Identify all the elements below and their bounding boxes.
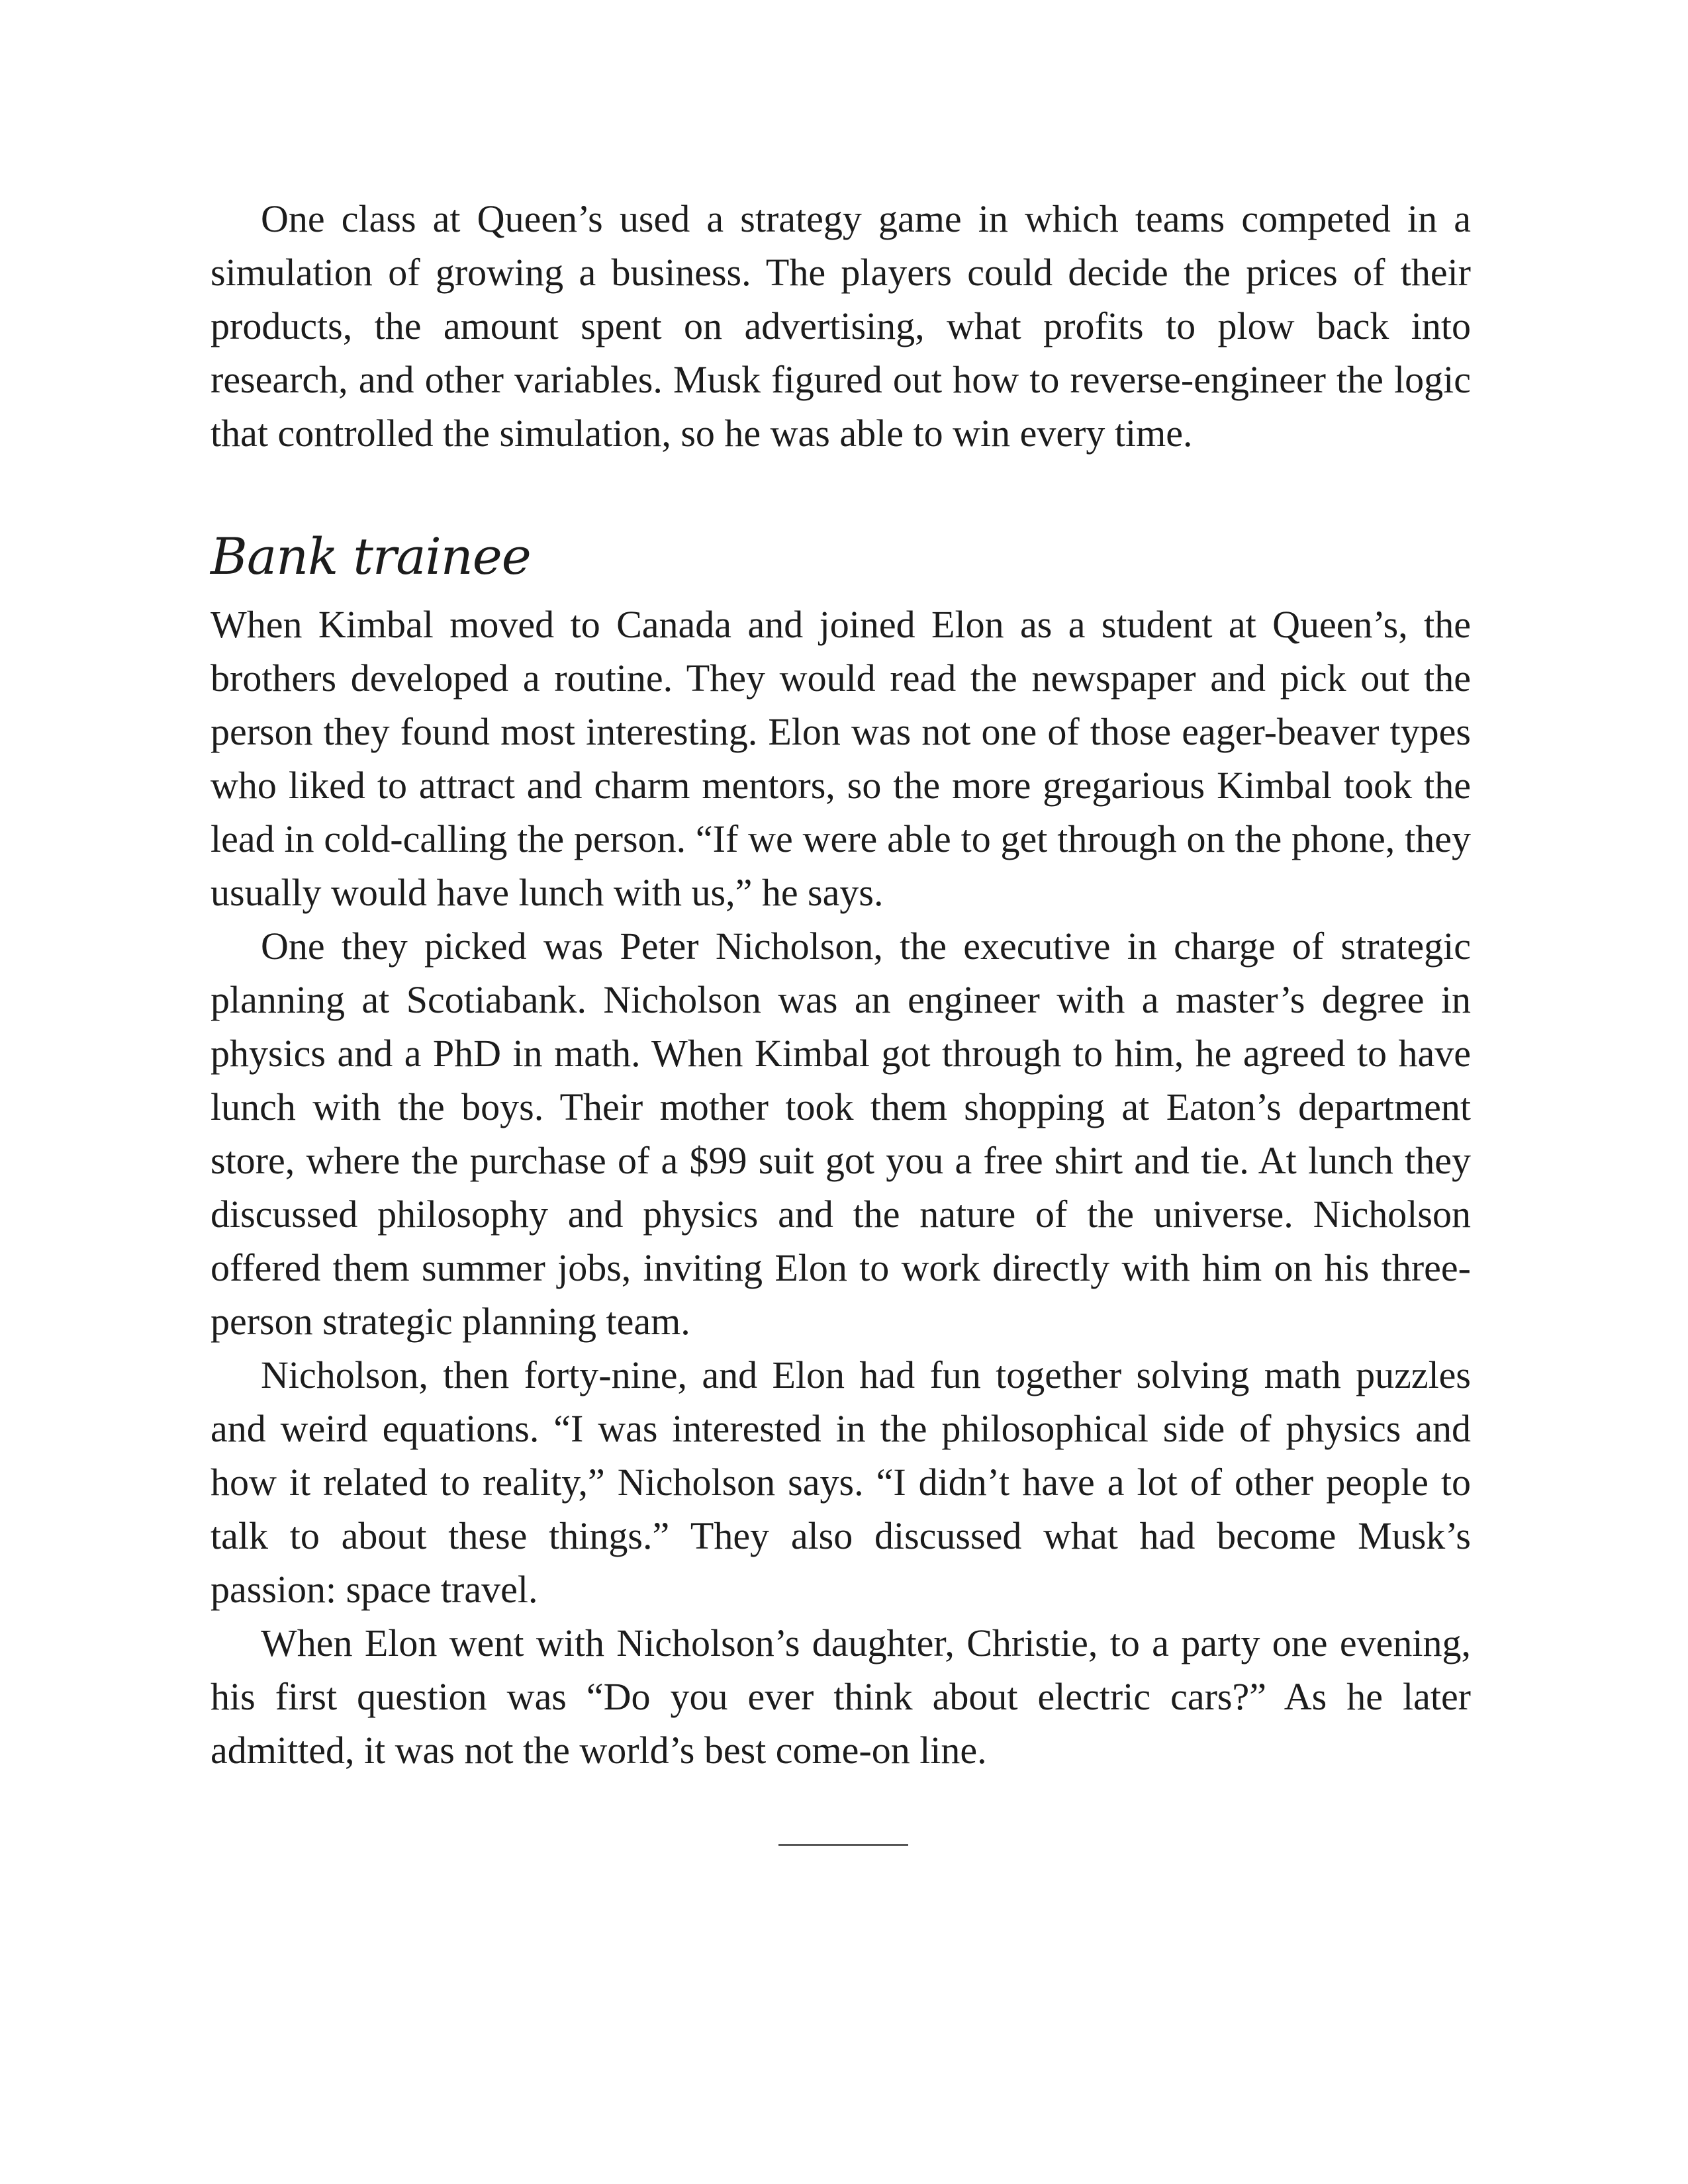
paragraph-peter-nicholson: One they picked was Peter Nicholson, the executive in charge of strategic planning at Scotiabank. Nicholson was an engineer with a master’s degree in physics and a PhD in math. When Kimbal got through to him, he agreed to have lunch with the boys. Their mother took them shopping at Eaton’s department store, where the purchase of a $99 suit got you a free shirt and tie. At lunch they discussed philosophy and physics and the nature of the universe. Nicholson offered them summer jobs, inviting Elon to work directly with him on his three-person strategic planning team. bbox=[211, 925, 1471, 1343]
paragraph-strategy-game: One class at Queen’s used a strategy game in which teams competed in a simulation of growing a business. The players could decide the prices of their products, the amount spent on advertising, what profits to plow back into research, and other variables. Musk figured out how to reverse-engineer the logic that controlled the simulation, so he was able to win every time. bbox=[211, 197, 1471, 455]
paragraph-kimbal-routine: When Kimbal moved to Canada and joined Elon as a student at Queen’s, the brothers developed a routine. They would read the newspaper and pick out the person they found most interesting. Elon was not one of those eager-beaver types who liked to attract and charm mentors, so the more gregarious Kimbal took the lead in cold-calling the person. “If we were able to get through on the phone, they usually would have lunch with us,” he says. bbox=[211, 603, 1471, 914]
paragraph-math-puzzles: Nicholson, then forty-nine, and Elon had fun together solving math puzzles and weird equations. “I was interested in the philosophical side of physics and how it related to reality,” Nicholson says. “I didn’t have a lot of other people to talk to about these things.” They also discussed what had become Musk’s passion: space travel. bbox=[211, 1353, 1471, 1611]
section-heading: Bank trainee bbox=[211, 527, 531, 586]
paragraph-electric-cars: When Elon went with Nicholson’s daughter, Christie, to a party one evening, his first question was “Do you ever think about electric cars?” As he later admitted, it was not the world’s best come-on line. bbox=[211, 1621, 1471, 1772]
page-body bbox=[211, 192, 1471, 1777]
section-divider bbox=[778, 1844, 908, 1846]
